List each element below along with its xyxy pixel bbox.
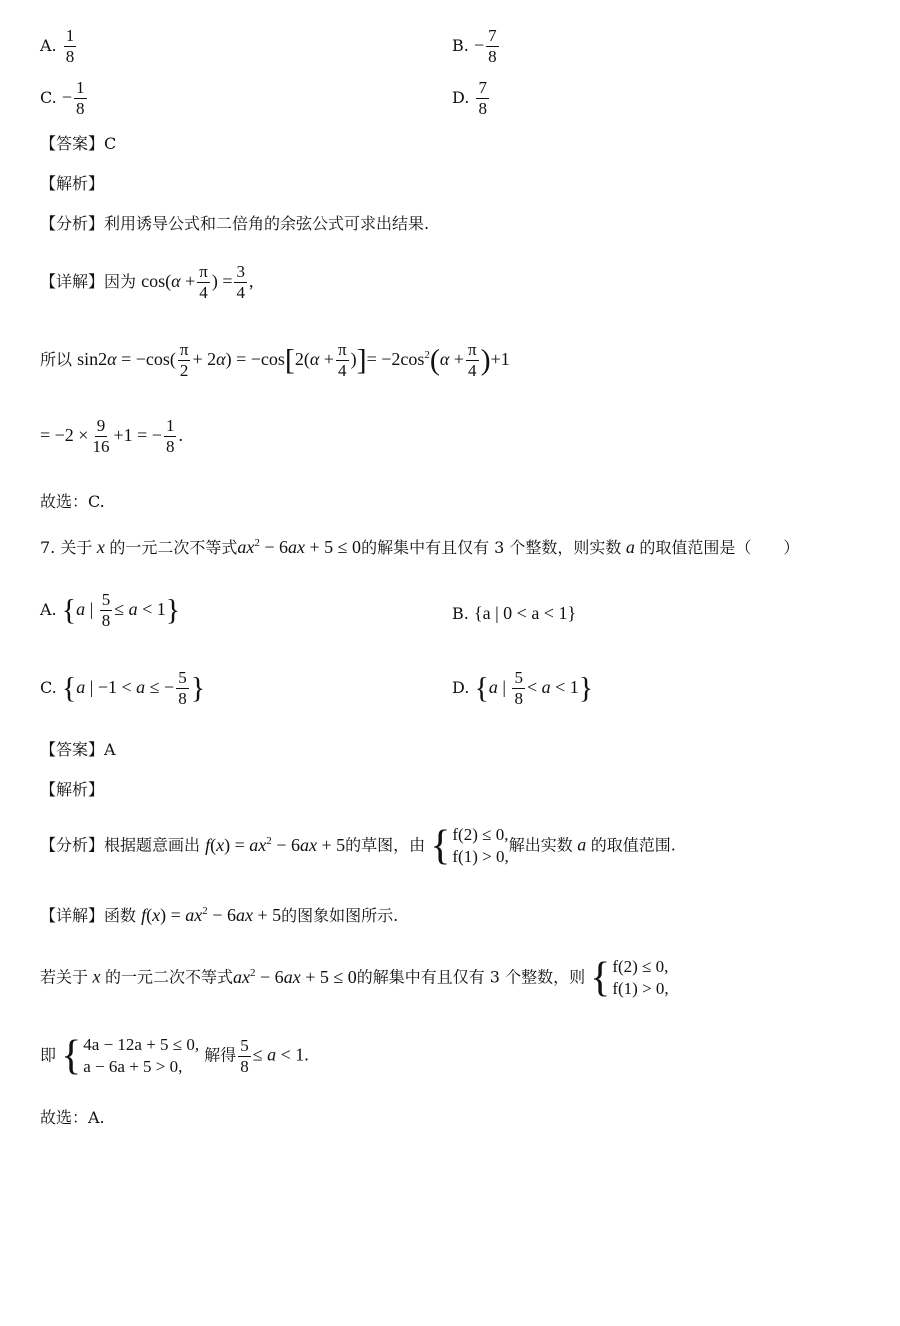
q7-stem: 7. 关于 x 的一元二次不等式$ax^2 - 6ax + 5 \le 0$的解集中有且仅有 3 个整数，则实数 a 的取值范围是（ ）	[40, 537, 800, 557]
q7-answer: 【答案】A	[40, 740, 116, 759]
q7-ruo: 若关于 x 的一元二次不等式$ax^2 - 6ax + 5 \le 0$的解集中有且仅有 3 个整数，则 { f(2) ≤ 0, f(1) > 0,	[40, 955, 669, 1001]
q6-fenxi: 【分析】利用诱导公式和二倍角的余弦公式可求出结果.	[40, 214, 430, 233]
q7-option-a: A. {a | $\frac{5}{8}$ ≤ a < 1}	[40, 590, 181, 630]
q7-conclusion: 故选：A.	[40, 1108, 105, 1127]
q6-xiangjie: 【详解】因为 cos(α + $\frac{\pi}{4}$ ) = $\frac{3}{4}$ ,	[40, 262, 254, 302]
q6-derivation-2: = −2 × $\frac{9}{16}$ +1 = − $\frac{1}{8}$ .	[40, 416, 183, 456]
q6-analysis-tag: 【解析】	[40, 174, 105, 193]
prev-option-d: D. $\frac{7}{8}$	[452, 78, 487, 118]
q7-option-d: D. {a | $\frac{5}{8}$ < a < 1}	[452, 668, 594, 708]
prev-option-c: C. − $\frac{1}{8}$	[40, 78, 85, 118]
prev-option-a: A. $\frac{1}{8}$	[40, 26, 75, 66]
q6-derivation-1: 所以 sin2α = −cos( $\frac{\pi}{2}$ + 2α) = −cos[2(α + $\frac{\pi}{4}$ )]= $-2\cos^2(\alpha$ + $\frac{\pi}{4}$ )+1	[40, 340, 510, 380]
q7-option-c: C. {a | −1 < a ≤ − $\frac{5}{8}$ }	[40, 668, 206, 708]
q7-fenxi: 【分析】根据题意画出 $f(x) = ax^2 - 6ax + 5$的草图，由 { f(2) ≤ 0, f(1) > 0, 解出实数 a 的取值范围.	[40, 823, 676, 869]
q7-ji: 即 { 4a − 12a + 5 ≤ 0, a − 6a + 5 > 0, 解得 $\frac{5}{8}$ ≤ a < 1.	[40, 1033, 309, 1079]
prev-option-b: B. − $\frac{7}{8}$	[452, 26, 497, 66]
q6-answer: 【答案】C	[40, 134, 117, 153]
q7-option-b: B. {a | 0 < a < 1}	[452, 603, 577, 623]
q6-conclusion: 故选：C.	[40, 492, 105, 511]
q7-xiangjie: 【详解】函数 $f(x) = ax^2 - 6ax + 5$的图象如图所示.	[40, 905, 399, 925]
q7-analysis-tag: 【解析】	[40, 780, 105, 799]
